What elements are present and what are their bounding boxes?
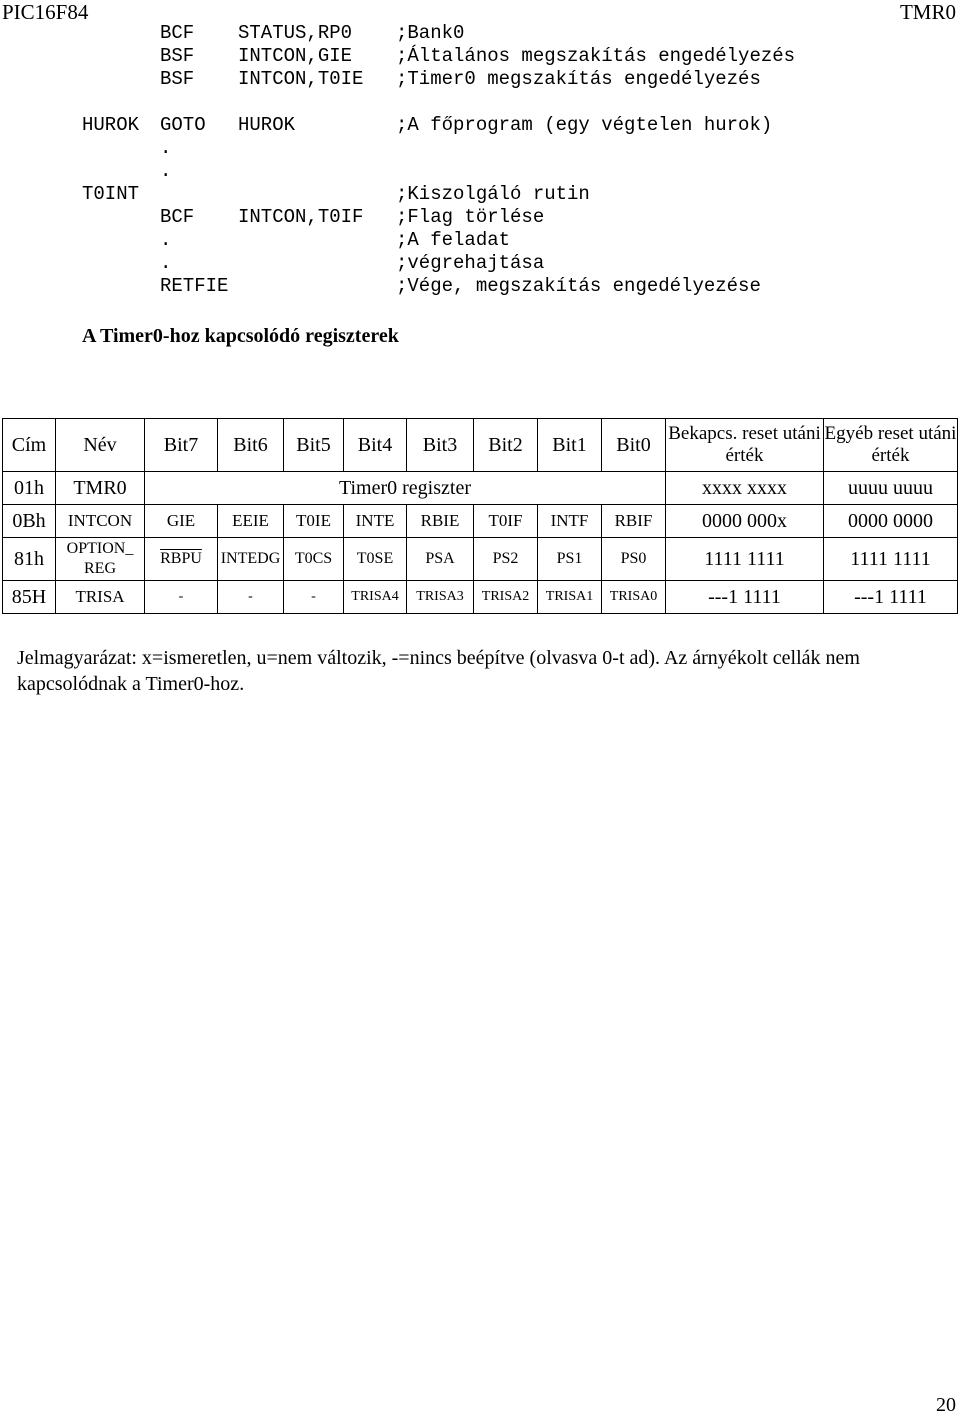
bit-cell: RBPU bbox=[145, 538, 218, 581]
code-line: BSF INTCON,GIE ;Általános megszakítás engedélyezés bbox=[160, 45, 796, 67]
bit-cell: PSA bbox=[407, 538, 474, 581]
header-cell: Cím bbox=[3, 419, 56, 472]
header-cell: Bit4 bbox=[344, 419, 407, 472]
other-reset-value: 0000 0000 bbox=[824, 505, 958, 538]
header-section-name: TMR0 bbox=[899, 0, 956, 24]
bit-cell: TRISA0 bbox=[602, 581, 666, 614]
register-name-cell: TMR0 bbox=[56, 472, 145, 505]
bit-cell: INTE bbox=[344, 505, 407, 538]
bit-cell: PS2 bbox=[474, 538, 538, 581]
code-line: HUROK GOTO HUROK ;A főprogram (egy végtelen hurok) bbox=[82, 114, 773, 136]
bit-cell: T0CS bbox=[284, 538, 344, 581]
page-number: 20 bbox=[936, 1394, 956, 1416]
header-chip-name: PIC16F84 bbox=[2, 0, 89, 24]
other-reset-value: ---1 1111 bbox=[824, 581, 958, 614]
bit-cell: PS1 bbox=[538, 538, 602, 581]
register-name-cell: INTCON bbox=[56, 505, 145, 538]
bit-cell: - bbox=[145, 581, 218, 614]
other-reset-value: uuuu uuuu bbox=[824, 472, 958, 505]
assembly-code-listing bbox=[0, 0, 960, 320]
code-line: BCF INTCON,T0IF ;Flag törlése bbox=[160, 206, 545, 228]
power-on-reset-value: 1111 1111 bbox=[666, 538, 824, 581]
table-row bbox=[3, 581, 958, 614]
register-table bbox=[2, 418, 958, 614]
bit-cell: T0IE bbox=[284, 505, 344, 538]
header-cell: Bit2 bbox=[474, 419, 538, 472]
bit-cell: RBIE bbox=[407, 505, 474, 538]
bit-cell: EEIE bbox=[218, 505, 284, 538]
header-cell: Bekapcs. reset utáni érték bbox=[666, 419, 824, 472]
header-cell: Bit0 bbox=[602, 419, 666, 472]
legend-text: Jelmagyarázat: x=ismeretlen, u=nem változik, -=nincs beépítve (olvasva 0-t ad). Az árnyékolt cellák nem kapcsolódnak a Timer0-hoz. bbox=[17, 647, 860, 695]
header-cell: Név bbox=[56, 419, 145, 472]
code-line: BCF STATUS,RP0 ;Bank0 bbox=[160, 22, 465, 44]
bit-cell: INTEDG bbox=[218, 538, 284, 581]
bit-cell: GIE bbox=[145, 505, 218, 538]
address-cell: 0Bh bbox=[3, 505, 56, 538]
register-name-cell: OPTION_ REG bbox=[56, 538, 145, 581]
bit-cell: T0SE bbox=[344, 538, 407, 581]
bit-cell: PS0 bbox=[602, 538, 666, 581]
header-cell: Bit3 bbox=[407, 419, 474, 472]
header-cell: Bit7 bbox=[145, 419, 218, 472]
table-row bbox=[3, 472, 958, 505]
power-on-reset-value: ---1 1111 bbox=[666, 581, 824, 614]
address-cell: 85H bbox=[3, 581, 56, 614]
header-cell: Bit1 bbox=[538, 419, 602, 472]
table-header-row bbox=[3, 419, 958, 472]
code-line: T0INT ;Kiszolgáló rutin bbox=[82, 183, 590, 205]
bit-cell: TRISA2 bbox=[474, 581, 538, 614]
bit-cell: T0IF bbox=[474, 505, 538, 538]
code-line: . bbox=[160, 137, 172, 159]
section-title: A Timer0-hoz kapcsolódó regiszterek bbox=[82, 325, 399, 347]
bit-cell: - bbox=[218, 581, 284, 614]
other-reset-value: 1111 1111 bbox=[824, 538, 958, 581]
code-line: . bbox=[160, 160, 172, 182]
register-name-cell: TRISA bbox=[56, 581, 145, 614]
power-on-reset-value: xxxx xxxx bbox=[666, 472, 824, 505]
code-line: BSF INTCON,T0IE ;Timer0 megszakítás engedélyezés bbox=[160, 68, 761, 90]
bit-cell: TRISA3 bbox=[407, 581, 474, 614]
code-line: . ;végrehajtása bbox=[160, 252, 545, 274]
bit-cell: INTF bbox=[538, 505, 602, 538]
header-cell: Bit5 bbox=[284, 419, 344, 472]
spanning-description-cell: Timer0 regiszter bbox=[145, 472, 666, 505]
bit-cell: RBIF bbox=[602, 505, 666, 538]
address-cell: 01h bbox=[3, 472, 56, 505]
table-row bbox=[3, 538, 958, 581]
header-cell: Egyéb reset utáni érték bbox=[824, 419, 958, 472]
bit-cell: TRISA1 bbox=[538, 581, 602, 614]
bit-cell: TRISA4 bbox=[344, 581, 407, 614]
address-cell: 81h bbox=[3, 538, 56, 581]
header-cell: Bit6 bbox=[218, 419, 284, 472]
table-row bbox=[3, 505, 958, 538]
code-line: RETFIE ;Vége, megszakítás engedélyezése bbox=[160, 275, 761, 297]
code-line: . ;A feladat bbox=[160, 229, 511, 251]
power-on-reset-value: 0000 000x bbox=[666, 505, 824, 538]
bit-cell: - bbox=[284, 581, 344, 614]
